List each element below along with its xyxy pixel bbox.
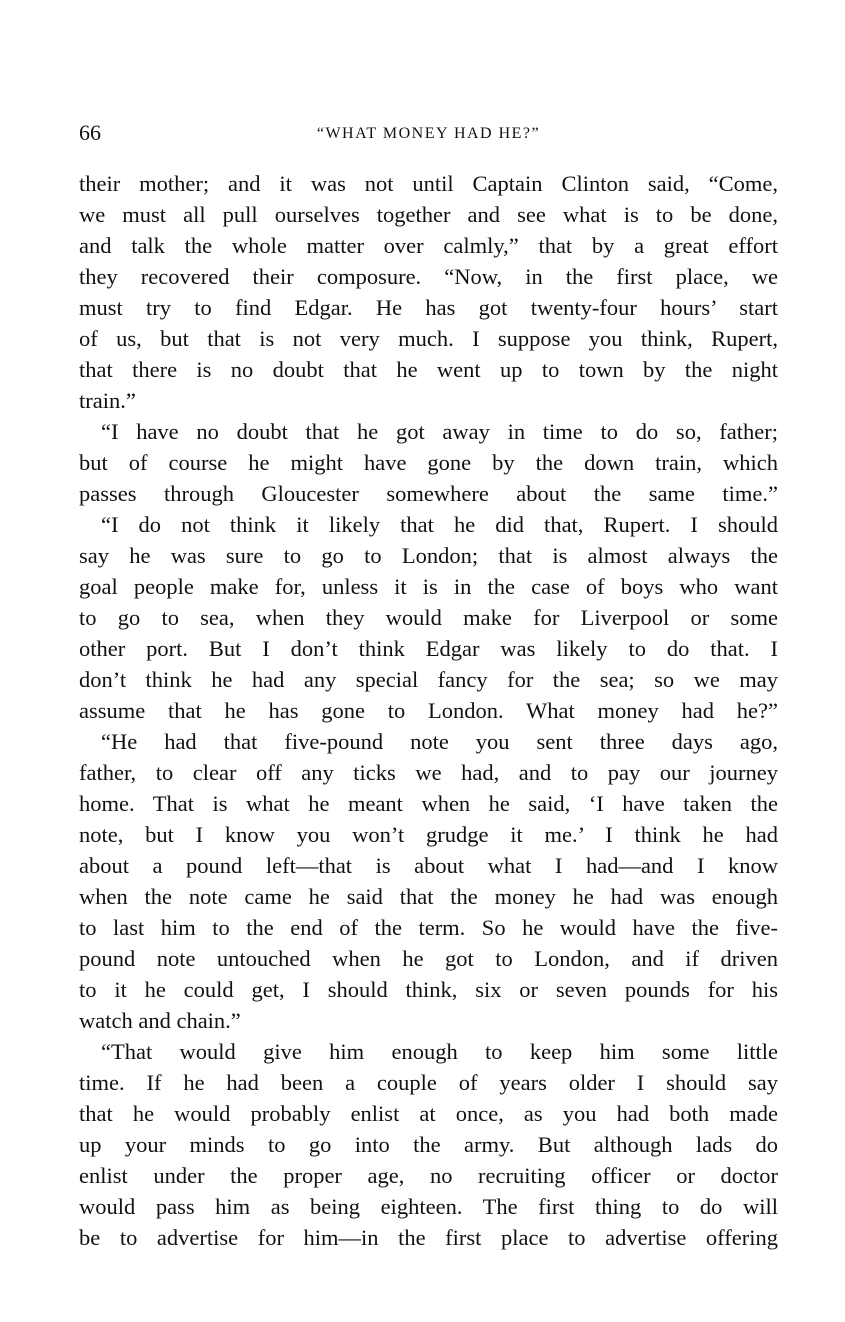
- text-line: goal people make for, unless it is in the case of boys who want: [79, 574, 778, 599]
- text-line: train.”: [79, 388, 136, 413]
- page-number: 66: [79, 120, 101, 145]
- text-line: to last him to the end of the term. So he would have the five-: [79, 915, 778, 940]
- text-line: home. That is what he meant when he said, ‘I have taken the: [79, 791, 778, 816]
- running-head: “WHAT MONEY HAD HE?”: [316, 125, 541, 142]
- text-line: to it he could get, I should think, six or seven pounds for his: [79, 977, 778, 1002]
- text-line: we must all pull ourselves together and see what is to be done,: [79, 202, 778, 227]
- text-line: they recovered their composure. “Now, in the first place, we: [79, 264, 778, 289]
- text-line: about a pound left—that is about what I had—and I know: [79, 853, 778, 878]
- text-line: passes through Gloucester somewhere about the same time.”: [79, 481, 778, 506]
- text-line: up your minds to go into the army. But although lads do: [79, 1132, 778, 1157]
- text-line: “That would give him enough to keep him some little: [101, 1039, 778, 1064]
- text-line: don’t think he had any special fancy for the sea; so we may: [79, 667, 778, 692]
- text-line: time. If he had been a couple of years older I should say: [79, 1070, 778, 1095]
- text-line: be to advertise for him—in the first place to advertise offering: [79, 1225, 778, 1250]
- text-line: other port. But I don’t think Edgar was likely to do that. I: [79, 636, 778, 661]
- text-line: watch and chain.”: [79, 1008, 241, 1033]
- text-line: pound note untouched when he got to London, and if driven: [79, 946, 778, 971]
- text-line: “I have no doubt that he got away in time to do so, father;: [101, 419, 778, 444]
- text-line: note, but I know you won’t grudge it me.’ I think he had: [79, 822, 778, 847]
- text-line: father, to clear off any ticks we had, and to pay our journey: [79, 760, 778, 785]
- text-line: but of course he might have gone by the down train, which: [79, 450, 778, 475]
- text-line: and talk the whole matter over calmly,” that by a great effort: [79, 233, 778, 258]
- text-line: that he would probably enlist at once, as you had both made: [79, 1101, 778, 1126]
- text-line: to go to sea, when they would make for Liverpool or some: [79, 605, 778, 630]
- text-line: “I do not think it likely that he did that, Rupert. I should: [101, 512, 778, 537]
- text-line: say he was sure to go to London; that is almost always the: [79, 543, 778, 568]
- page-header: [79, 118, 778, 152]
- text-line: assume that he has gone to London. What money had he?”: [79, 698, 778, 723]
- text-line: enlist under the proper age, no recruiting officer or doctor: [79, 1163, 778, 1188]
- text-line: “He had that five-pound note you sent three days ago,: [101, 729, 778, 754]
- body-text: [79, 168, 778, 1253]
- text-line: that there is no doubt that he went up to town by the night: [79, 357, 778, 382]
- text-line: their mother; and it was not until Captain Clinton said, “Come,: [79, 171, 778, 196]
- text-line: when the note came he said that the money he had was enough: [79, 884, 778, 909]
- text-line: would pass him as being eighteen. The first thing to do will: [79, 1194, 778, 1219]
- text-line: of us, but that is not very much. I suppose you think, Rupert,: [79, 326, 778, 351]
- text-line: must try to find Edgar. He has got twenty-four hours’ start: [79, 295, 778, 320]
